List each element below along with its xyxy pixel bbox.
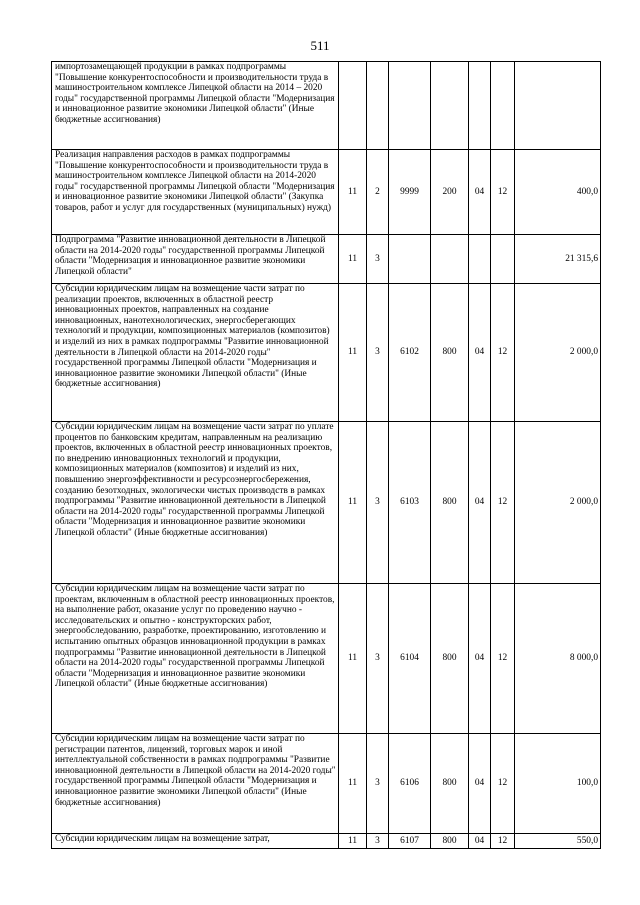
code-subprogram: 2	[367, 150, 389, 235]
code-expense-type: 800	[431, 422, 469, 584]
code-subsection	[491, 235, 515, 284]
row-description: Субсидии юридическим лицам на возмещение затрат,	[52, 834, 339, 849]
code-subprogram	[367, 62, 389, 150]
row-description: Подпрограмма "Развитие инновационной деятельности в Липецкой области на 2014-2020 годы" государственной программы Липецкой области "Модернизация и инновационное развитие экономики Липецкой области"	[52, 235, 339, 284]
code-section: 04	[469, 150, 491, 235]
code-subprogram: 3	[367, 584, 389, 734]
row-description: Субсидии юридическим лицам на возмещение части затрат по проектам, включенным в областной реестр инновационных проектов, на выполнение работ, оказание услуг по проведению научно - исследовательских и опытно - конструкторских работ, энергообследованию, разработке, проектированию, изготовлению и испытанию опытных образцов инновационной продукции в рамках подпрограммы "Развитие инновационной деятельности в Липецкой области на 2014-2020 годы" государственной программы Липецкой области "Модернизация и инновационное развитие экономики Липецкой области" (Иные бюджетные ассигнования)	[52, 584, 339, 734]
code-program: 11	[339, 734, 367, 834]
code-subsection: 12	[491, 834, 515, 849]
code-subprogram: 3	[367, 734, 389, 834]
code-program: 11	[339, 235, 367, 284]
table-row	[52, 834, 601, 849]
code-program: 11	[339, 584, 367, 734]
code-program: 11	[339, 422, 367, 584]
row-description: Реализация направления расходов в рамках подпрограммы "Повышение конкурентоспособности и производительности труда в машиностроительном комплексе Липецкой области на 2014-2020 годы" государственной программы Липецкой области "Модернизация и инновационное развитие экономики Липецкой области" (Закупка товаров, работ и услуг для государственных (муниципальных) нужд)	[52, 150, 339, 235]
code-section: 04	[469, 422, 491, 584]
code-section: 04	[469, 834, 491, 849]
code-program: 11	[339, 284, 367, 422]
code-direction: 6102	[389, 284, 431, 422]
code-section: 04	[469, 584, 491, 734]
code-section: 04	[469, 734, 491, 834]
code-direction: 6104	[389, 584, 431, 734]
row-amount: 2 000,0	[515, 284, 601, 422]
code-section	[469, 235, 491, 284]
code-expense-type	[431, 235, 469, 284]
code-expense-type: 800	[431, 284, 469, 422]
code-section: 04	[469, 284, 491, 422]
row-amount: 100,0	[515, 734, 601, 834]
code-direction	[389, 235, 431, 284]
table-row	[52, 284, 601, 422]
code-subsection: 12	[491, 734, 515, 834]
row-amount: 21 315,6	[515, 235, 601, 284]
code-direction: 6103	[389, 422, 431, 584]
code-subsection: 12	[491, 150, 515, 235]
row-amount: 550,0	[515, 834, 601, 849]
code-expense-type: 800	[431, 834, 469, 849]
page-number: 511	[310, 38, 330, 53]
row-description: импортозамещающей продукции в рамках подпрограммы "Повышение конкурентоспособности и производительности труда в машиностроительном комплексе Липецкой области на 2014 – 2020 годы" государственной программы Липецкой области "Модернизация и инновационное развитие экономики Липецкой области" (Иные бюджетные ассигнования)	[52, 62, 339, 150]
code-direction: 6107	[389, 834, 431, 849]
row-description: Субсидии юридическим лицам на возмещение части затрат по уплате процентов по банковским кредитам, направленным на реализацию проектов, включенных в областной реестр инновационных проектов, по внедрению инновационных технологий и продукции, композиционных материалов (композитов) и изделий из них, повышению энергоэффективности и ресурсоэнергосбережения, созданию безотходных, экологически чистых производств в рамках подпрограммы "Развитие инновационной деятельности в Липецкой области на 2014-2020 годы" государственной программы Липецкой области "Модернизация и инновационное развитие экономики Липецкой области" (Иные бюджетные ассигнования)	[52, 422, 339, 584]
code-expense-type: 800	[431, 584, 469, 734]
code-direction	[389, 62, 431, 150]
table-row	[52, 584, 601, 734]
code-section	[469, 62, 491, 150]
row-description: Субсидии юридическим лицам на возмещение части затрат по регистрации патентов, лицензий, торговых марок и иной интеллектуальной собственности в рамках подпрограммы "Развитие инновационной деятельности в Липецкой области на 2014-2020 годы" государственной программы Липецкой области "Модернизация и инновационное развитие экономики Липецкой области" (Иные бюджетные ассигнования)	[52, 734, 339, 834]
code-subprogram: 3	[367, 284, 389, 422]
budget-table	[51, 61, 601, 849]
code-program: 11	[339, 834, 367, 849]
code-subsection: 12	[491, 284, 515, 422]
table-row	[52, 734, 601, 834]
row-amount	[515, 62, 601, 150]
code-expense-type: 200	[431, 150, 469, 235]
code-direction: 6106	[389, 734, 431, 834]
code-subsection: 12	[491, 422, 515, 584]
code-subsection	[491, 62, 515, 150]
row-description: Субсидии юридическим лицам на возмещение части затрат по реализации проектов, включенных в областной реестр инновационных проектов, направленных на создание инновационных, нанотехнологических, энергосберегающих технологий и продукции, композиционных материалов (композитов) и изделий из них в рамках подпрограммы "Развитие инновационной деятельности в Липецкой области на 2014-2020 годы" государственной программы Липецкой области "Модернизация и инновационное развитие экономики Липецкой области" (Иные бюджетные ассигнования)	[52, 284, 339, 422]
table-row	[52, 422, 601, 584]
code-expense-type: 800	[431, 734, 469, 834]
code-subprogram: 3	[367, 834, 389, 849]
code-direction: 9999	[389, 150, 431, 235]
code-subsection: 12	[491, 584, 515, 734]
row-amount: 400,0	[515, 150, 601, 235]
row-amount: 2 000,0	[515, 422, 601, 584]
code-expense-type	[431, 62, 469, 150]
table-row	[52, 62, 601, 150]
code-subprogram: 3	[367, 235, 389, 284]
row-amount: 8 000,0	[515, 584, 601, 734]
code-program	[339, 62, 367, 150]
table-row	[52, 150, 601, 235]
code-program: 11	[339, 150, 367, 235]
code-subprogram: 3	[367, 422, 389, 584]
table-row	[52, 235, 601, 284]
